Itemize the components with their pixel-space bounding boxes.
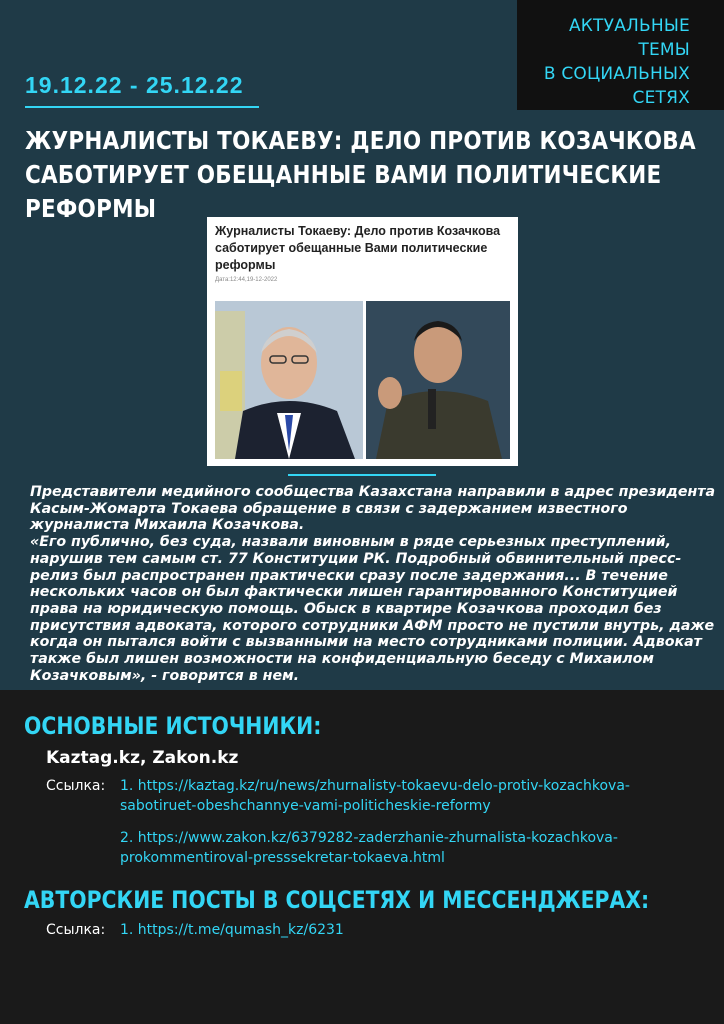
article-body: [30, 484, 720, 684]
date-underline: [25, 106, 259, 108]
card-photos: [215, 301, 510, 459]
photo-president: [215, 301, 363, 459]
badge-line-3: СЕТЯХ: [632, 88, 690, 108]
headline-line-1: ЖУРНАЛИСТЫ ТОКАЕВУ: ДЕЛО ПРОТИВ КОЗАЧКОВА: [25, 126, 696, 155]
source-link-2-line-1: 2. https://www.zakon.kz/6379282-zaderzhanie-zhurnalista-kozachkova-: [120, 830, 618, 846]
sources-heading: ОСНОВНЫЕ ИСТОЧНИКИ:: [24, 712, 322, 740]
news-card-screenshot: [207, 217, 518, 466]
source-link-1-line-2: sabotiruet-obeshchannye-vami-politicheskie-reformy: [120, 798, 491, 814]
sources-names: Kaztag.kz, Zakon.kz: [46, 748, 239, 768]
sources-link-label: Ссылка:: [46, 778, 106, 794]
source-link-1[interactable]: [120, 776, 630, 816]
body-paragraph-2: «Его публично, без суда, назвали виновным в ряде серьезных преступлений, нарушив тем самым ст. 77 Конституции РК. Подробный обвинительный пресс-релиз был распространен практически сразу после задержания... В течение нескольких часов он был фактически лишен гарантированного Конституцией права на юридическую помощь. Обыск в квартире Козачкова проходил без присутствия адвоката, которого сотрудники АФМ просто не пустили внутрь, даже когда он пытался войти с вызванными на место сотрудниками полиции. Адвокат также был лишен возможности на конфиденциальную беседу с Михаилом Козачковым», - говорится в нем.: [30, 534, 715, 684]
headline-line-2: САБОТИРУЕТ ОБЕЩАННЫЕ ВАМИ ПОЛИТИЧЕСКИЕ РЕФОРМЫ: [25, 160, 662, 223]
badge-line-1: АКТУАЛЬНЫЕ ТЕМЫ: [568, 16, 690, 60]
headline: [25, 124, 704, 226]
topic-badge: [517, 0, 724, 110]
date-range: 19.12.22 - 25.12.22: [25, 72, 244, 98]
source-link-2-line-2: prokommentiroval-presssekretar-tokaeva.html: [120, 850, 445, 866]
photo-journalist: [366, 301, 510, 459]
posts-link-1[interactable]: 1. https://t.me/qumash_kz/6231: [120, 922, 344, 938]
posts-link-label: Ссылка:: [46, 922, 106, 938]
card-title: Журналисты Токаеву: Дело против Козачкова саботирует обещанные Вами политические реформы: [215, 224, 501, 272]
source-link-1-line-1: 1. https://kaztag.kz/ru/news/zhurnalisty-tokaevu-delo-protiv-kozachkova-: [120, 778, 630, 794]
section-divider: [288, 474, 436, 476]
source-link-2[interactable]: [120, 828, 618, 868]
posts-heading: АВТОРСКИЕ ПОСТЫ В СОЦСЕТЯХ И МЕССЕНДЖЕРАХ:: [24, 886, 650, 914]
body-paragraph-1: Представители медийного сообщества Казахстана направили в адрес президента Касым-Жомарта Токаева обращение в связи с задержанием известного журналиста Михаила Козачкова.: [30, 484, 716, 534]
card-meta: Дата:12:44,19-12-2022: [215, 277, 278, 283]
badge-line-2: В СОЦИАЛЬНЫХ: [543, 64, 690, 84]
